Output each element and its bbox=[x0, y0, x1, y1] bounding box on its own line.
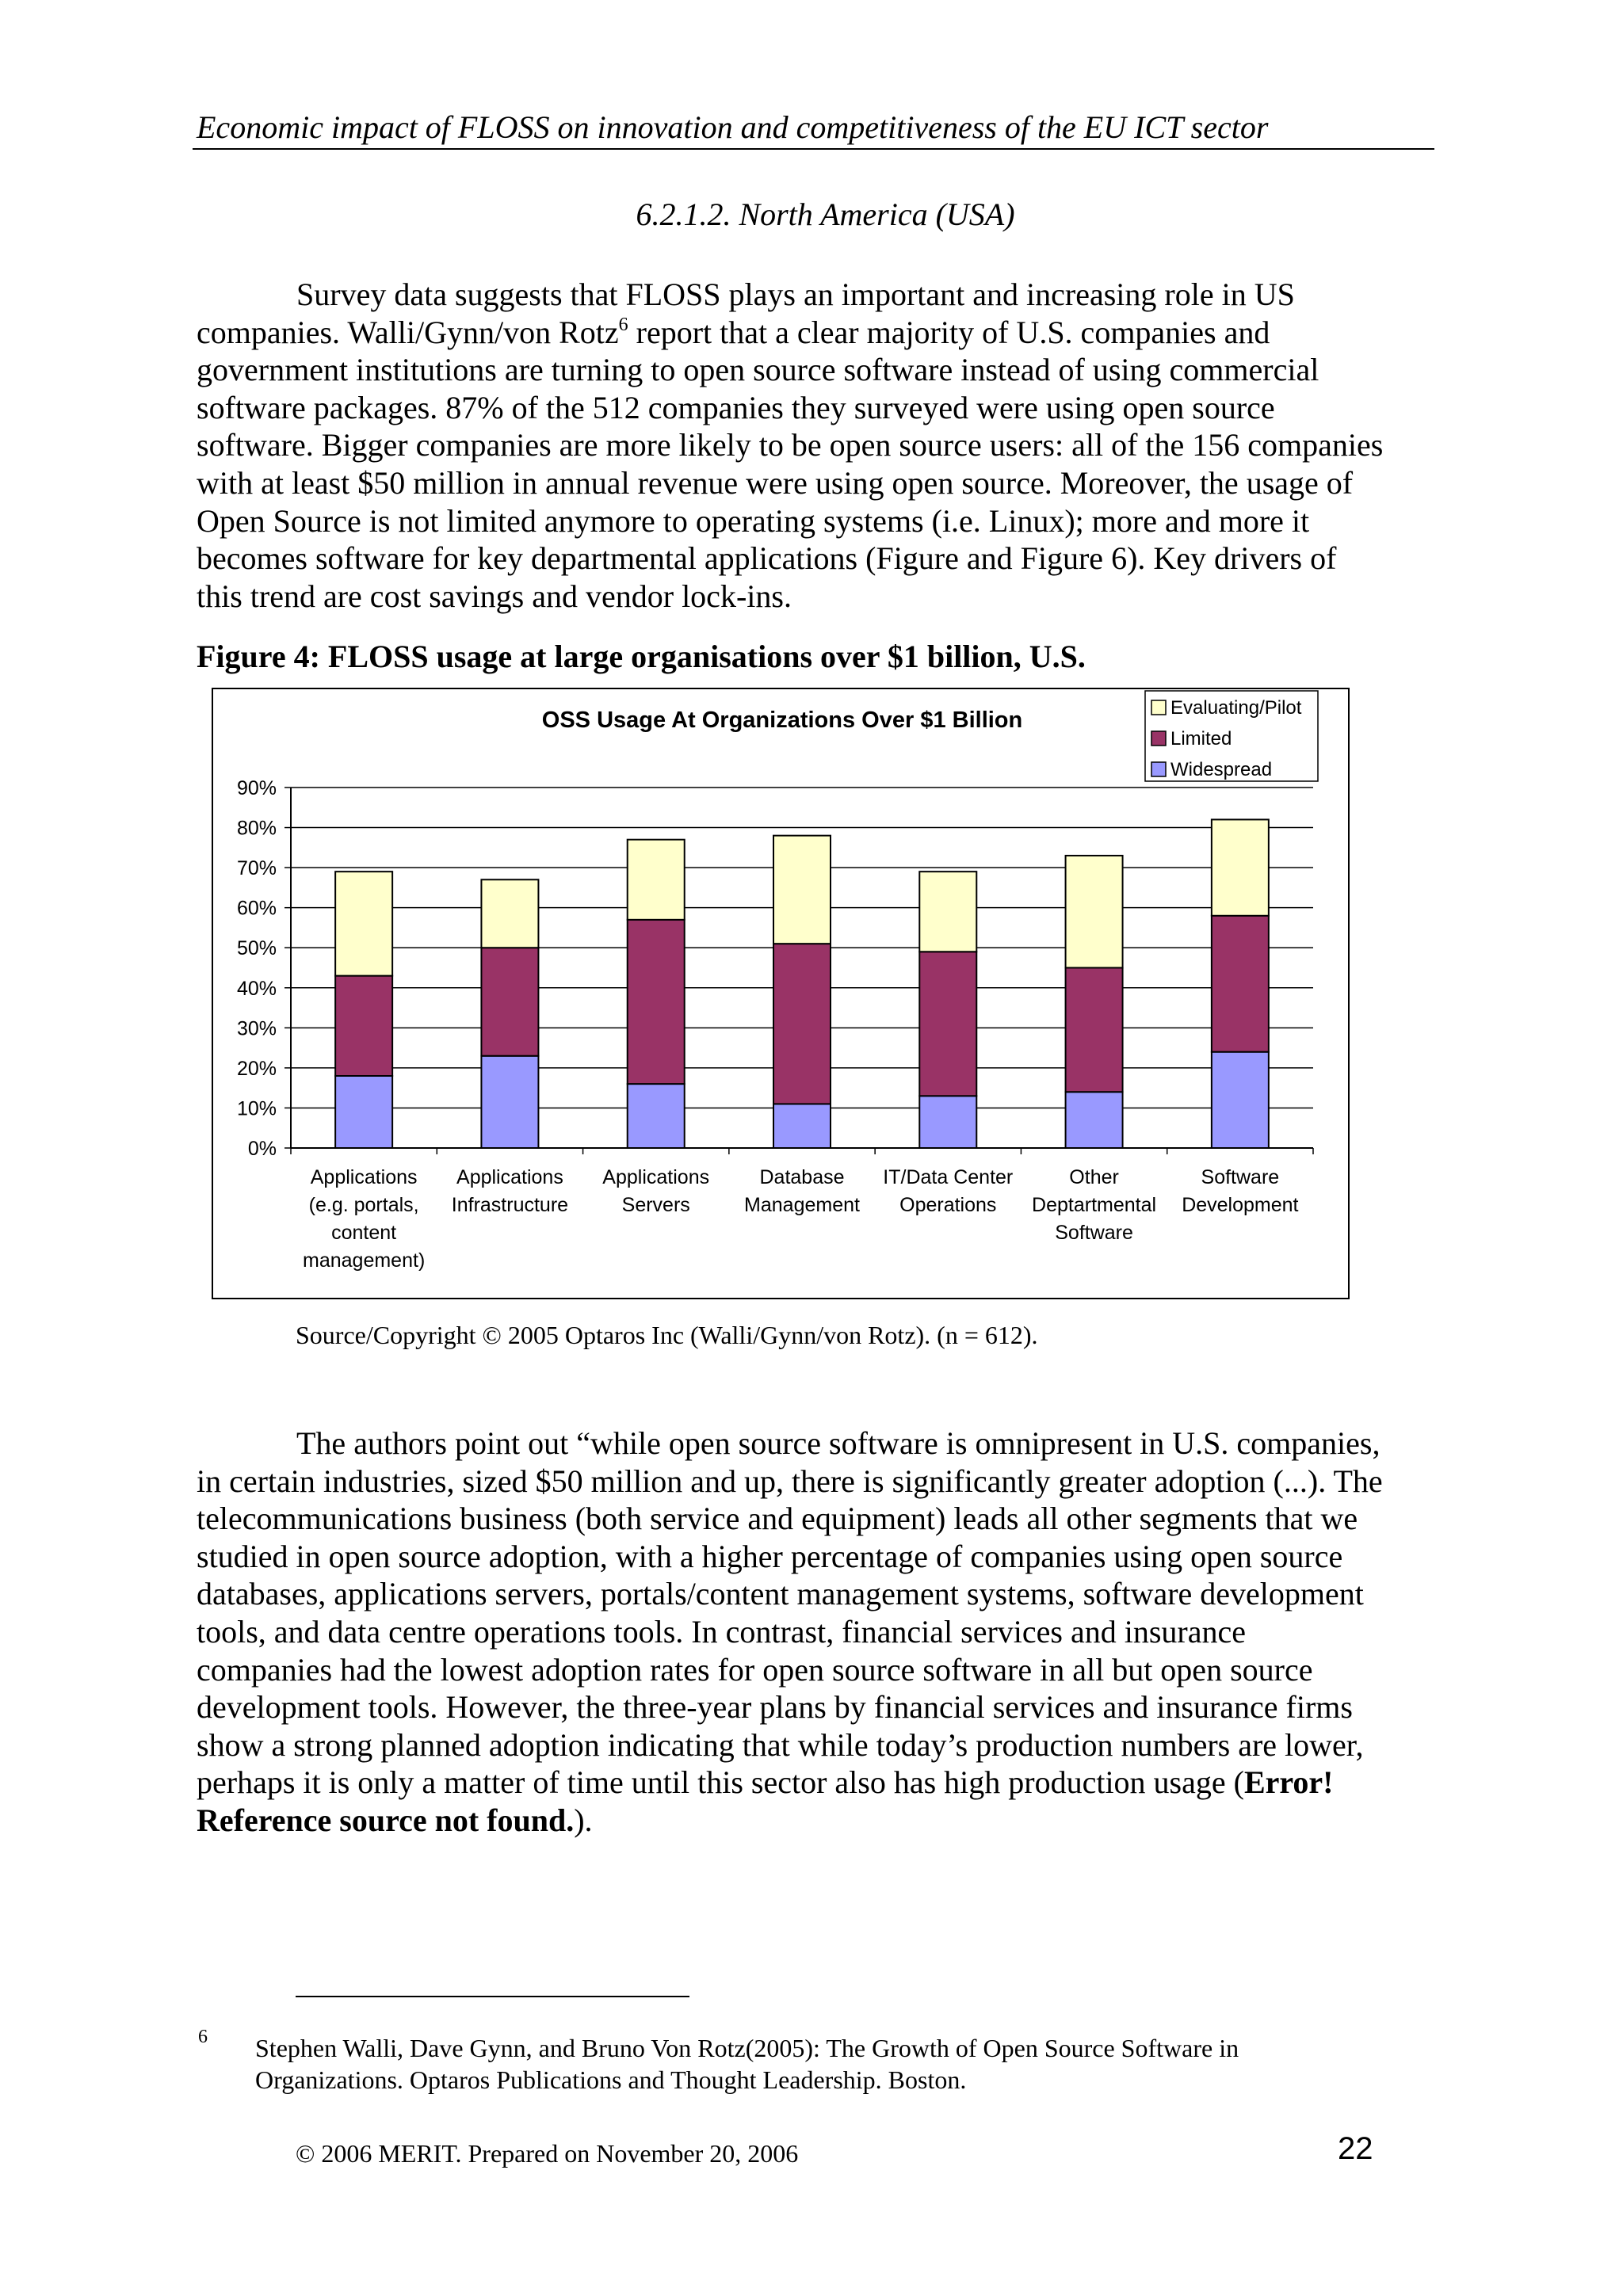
page-number: 22 bbox=[1338, 2131, 1373, 2166]
bar-widespread bbox=[481, 1056, 538, 1148]
bar-widespread bbox=[628, 1084, 685, 1148]
paragraph-1 bbox=[197, 276, 1434, 615]
y-tick-label: 40% bbox=[236, 977, 277, 1000]
x-tick-label: Database Management bbox=[744, 1166, 860, 1216]
paragraph-line: Survey data suggests that FLOSS plays an important and increasing role in US bbox=[296, 277, 1295, 312]
paragraph-line: databases, applications servers, portals/content management systems, software development bbox=[197, 1576, 1364, 1612]
bar-limited bbox=[628, 920, 685, 1084]
x-tick-label: IT/Data Center Operations bbox=[883, 1166, 1014, 1216]
paragraph-line: software. Bigger companies are more likely to be open source users: all of the 156 companies bbox=[197, 427, 1384, 463]
paragraph-line: with at least $50 million in annual revenue were using open source. Moreover, the usage of bbox=[197, 464, 1354, 501]
legend-label: Limited bbox=[1170, 728, 1232, 749]
footer-copyright: © 2006 MERIT. Prepared on November 20, 2006 bbox=[296, 2139, 799, 2168]
legend-swatch bbox=[1151, 700, 1166, 715]
y-tick-label: 20% bbox=[236, 1057, 277, 1080]
paragraph-line: tools, and data centre operations tools. In contrast, financial services and insurance bbox=[197, 1613, 1246, 1650]
bar-evaluating-pilot bbox=[628, 840, 685, 920]
bar-evaluating-pilot bbox=[1066, 856, 1123, 968]
legend bbox=[1145, 691, 1318, 781]
error-reference[interactable]: Reference source not found. bbox=[197, 1802, 575, 1838]
y-tick-label: 10% bbox=[236, 1097, 277, 1120]
paragraph-line: companies had the lowest adoption rates for open source software in all but open source bbox=[197, 1651, 1313, 1688]
oss-usage-chart bbox=[212, 688, 1350, 1299]
error-reference[interactable]: Error! bbox=[1243, 1764, 1334, 1801]
bar-widespread bbox=[773, 1104, 831, 1148]
bar-widespread bbox=[335, 1076, 392, 1148]
paragraph-line: becomes software for key departmental applications (Figure and Figure 6). Key drivers of bbox=[197, 540, 1337, 577]
bar-limited bbox=[1066, 968, 1123, 1093]
paragraph-line: development tools. However, the three-year plans by financial services and insurance firms bbox=[197, 1689, 1353, 1726]
bar-evaluating-pilot bbox=[919, 871, 976, 952]
paragraph-2 bbox=[197, 1425, 1434, 1840]
bar-evaluating-pilot bbox=[773, 836, 831, 944]
header-rule bbox=[193, 148, 1434, 150]
footnote-ref[interactable]: 6 bbox=[618, 314, 628, 335]
chart-title: OSS Usage At Organizations Over $1 Billion bbox=[541, 707, 1023, 733]
x-tick-label: Other Deptartmental Software bbox=[1032, 1166, 1157, 1244]
bar-evaluating-pilot bbox=[1212, 819, 1269, 915]
y-tick-label: 80% bbox=[236, 817, 277, 840]
bar-evaluating-pilot bbox=[481, 879, 538, 948]
paragraph-line: this trend are cost savings and vendor lock-ins. bbox=[197, 578, 792, 614]
paragraph-line: telecommunications business (both service and equipment) leads all other segments that we bbox=[197, 1501, 1358, 1537]
bar-limited bbox=[481, 948, 538, 1056]
y-tick-label: 30% bbox=[236, 1017, 277, 1040]
chart-container bbox=[212, 688, 1350, 1303]
bar-evaluating-pilot bbox=[335, 871, 392, 975]
x-tick-label: Software Development bbox=[1182, 1166, 1299, 1216]
paragraph-line: The authors point out “while open source software is omnipresent in U.S. companies, bbox=[296, 1425, 1381, 1461]
paragraph-line: show a strong planned adoption indicating that while today’s production numbers are lower, bbox=[197, 1726, 1364, 1763]
paragraph-line: government institutions are turning to open source software instead of using commercial bbox=[197, 352, 1319, 388]
figure-caption: Figure 4: FLOSS usage at large organisations over $1 billion, U.S. bbox=[197, 639, 1086, 674]
paragraph-line: software packages. 87% of the 512 companies they surveyed were using open source bbox=[197, 389, 1275, 425]
bar-widespread bbox=[919, 1096, 976, 1148]
legend-swatch bbox=[1151, 731, 1166, 746]
paragraph-line: perhaps it is only a matter of time until this sector also has high production usage (Error! bbox=[197, 1764, 1334, 1801]
footnote-line: Stephen Walli, Dave Gynn, and Bruno Von Rotz(2005): The Growth of Open Source Software in bbox=[255, 2034, 1239, 2062]
y-tick-label: 50% bbox=[236, 937, 277, 960]
y-tick-label: 60% bbox=[236, 897, 277, 920]
legend-label: Widespread bbox=[1170, 759, 1273, 780]
paragraph-line: Reference source not found.). bbox=[197, 1802, 593, 1838]
footnote-rule bbox=[296, 1996, 689, 1997]
paragraph-line: in certain industries, sized $50 million and up, there is significantly greater adoption (...). The bbox=[197, 1463, 1383, 1499]
x-tick-label: Applications (e.g. portals, content management) bbox=[303, 1166, 426, 1272]
section-title: 6.2.1.2. North America (USA) bbox=[636, 196, 1015, 232]
footnote-mark: 6 bbox=[198, 2027, 208, 2047]
bar-limited bbox=[1212, 916, 1269, 1052]
y-tick-label: 90% bbox=[236, 777, 277, 799]
footnote-line: Organizations. Optaros Publications and Thought Leadership. Boston. bbox=[255, 2065, 967, 2094]
legend-swatch bbox=[1151, 762, 1166, 776]
bar-widespread bbox=[1066, 1092, 1123, 1148]
footnote-text bbox=[255, 2032, 1239, 2096]
running-header: Economic impact of FLOSS on innovation and competitiveness of the EU ICT sector bbox=[197, 109, 1269, 145]
paragraph-line: companies. Walli/Gynn/von Rotz$^6$ report that a clear majority of U.S. companies and bbox=[197, 314, 1270, 350]
bar-limited bbox=[335, 976, 392, 1076]
legend-label: Evaluating/Pilot bbox=[1170, 697, 1302, 719]
bar-widespread bbox=[1212, 1052, 1269, 1148]
bar-limited bbox=[919, 952, 976, 1096]
paragraph-line: Open Source is not limited anymore to operating systems (i.e. Linux); more and more it bbox=[197, 502, 1310, 539]
bar-limited bbox=[773, 944, 831, 1104]
x-tick-label: Applications Infrastructure bbox=[451, 1166, 569, 1216]
y-tick-label: 70% bbox=[236, 857, 277, 880]
paragraph-line: studied in open source adoption, with a higher percentage of companies using open source bbox=[197, 1538, 1343, 1574]
x-tick-label: Applications Servers bbox=[602, 1166, 710, 1216]
figure-source: Source/Copyright © 2005 Optaros Inc (Walli/Gynn/von Rotz). (n = 612). bbox=[296, 1321, 1038, 1349]
y-tick-label: 0% bbox=[247, 1138, 277, 1160]
